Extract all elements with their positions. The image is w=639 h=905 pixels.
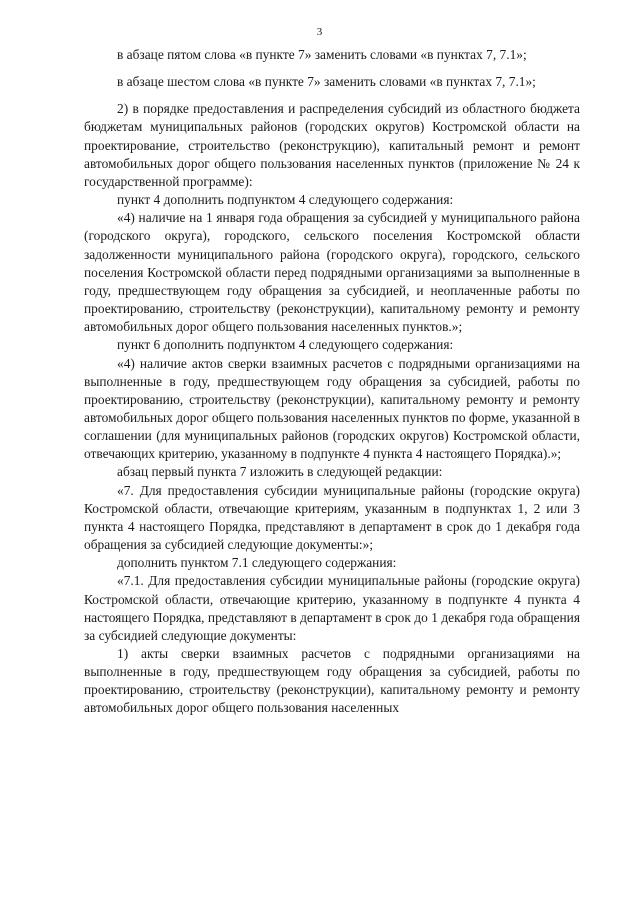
paragraph: пункт 4 дополнить подпунктом 4 следующего содержания:: [117, 192, 454, 208]
page-number: 3: [316, 26, 323, 38]
paragraph: абзац первый пункта 7 изложить в следующей редакции:: [117, 464, 443, 480]
paragraph: «4) наличие актов сверки взаимных расчетов с подрядными организациями на выполненные в году, предшествующем году обращения за субсидией, работы по проектированию, строительству (реконструкции), капитальному ремонту и ремонту автомобильных дорог общего пользования населенных пунктов по форме, указанной в соглашении (для муниципальных районов (городских округов) Костромской области, отвечающих критерию, указанному в подпункте 4 пункта 4 настоящего Порядка).»;: [84, 355, 580, 462]
paragraph: «4) наличие на 1 января года обращения за субсидией у муниципального района (городского округа), городского, сельского поселения Костромской области задолженности муниципального района (городского округа), городского, сельского поселения Костромской области перед подрядными организациями за выполненные в году, предшествующем году обращения за субсидией, и неоплаченные работы по проектированию, строительству (реконструкции), капитальному ремонту и ремонту автомобильных дорог общего пользования населенных пунктов.»;: [84, 210, 580, 335]
paragraph: дополнить пунктом 7.1 следующего содержания:: [117, 555, 397, 571]
document-body: [84, 46, 580, 718]
paragraph: в абзаце пятом слова «в пункте 7» заменить словами «в пунктах 7, 7.1»;: [117, 47, 527, 62]
paragraph: 2) в порядке предоставления и распределения субсидий из областного бюджета бюджетам муниципальных районов (городских округов) Костромской области на проектирование, строительство (реконструкцию), капитальный ремонт и ремонт автомобильных дорог общего пользования населенных пунктов (приложение № 24 к государственной программе):: [84, 101, 580, 189]
paragraph: «7.1. Для предоставления субсидии муниципальные районы (городские округа) Костромской области, отвечающие критерию, указанному в подпункте 4 пункта 4 настоящего Порядка, представляют в департамент в срок до 1 декабря года обращения за субсидией следующие документы:: [84, 573, 580, 643]
paragraph: «7. Для предоставления субсидии муниципальные районы (городские округа) Костромской области, отвечающие критериям, указанным в подпунктах 1, 2 или 3 пункта 4 настоящего Порядка, представляют в департамент в срок до 1 декабря года обращения за субсидией следующие документы:»;: [84, 482, 580, 553]
paragraph: пункт 6 дополнить подпунктом 4 следующего содержания:: [117, 337, 454, 353]
paragraph: в абзаце шестом слова «в пункте 7» заменить словами «в пунктах 7, 7.1»;: [117, 74, 536, 90]
paragraph: 1) акты сверки взаимных расчетов с подрядными организациями на выполненные в году, предшествующем году обращения за субсидией, работы по проектированию, строительству (реконструкции), капитальному ремонту и ремонту автомобильных дорог общего пользования населенных: [84, 646, 580, 716]
